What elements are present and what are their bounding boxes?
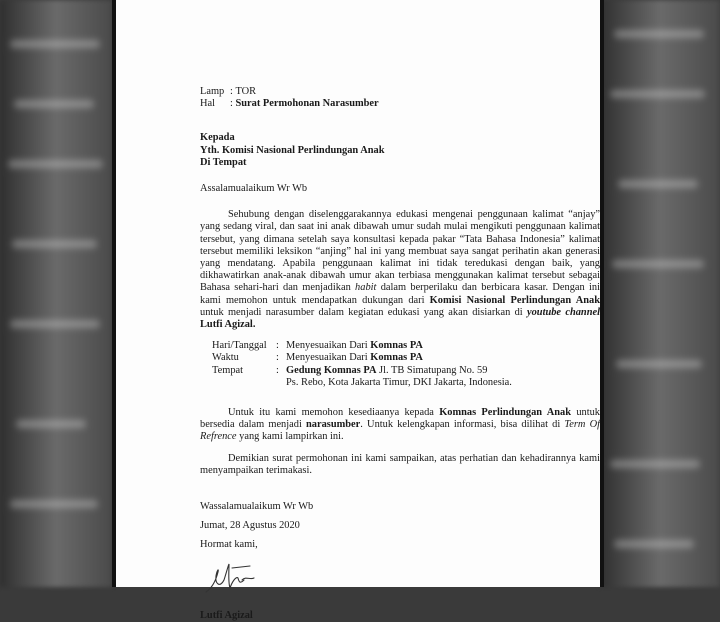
waktu-value: Menyesuaikan Dari Komnas PA (286, 352, 423, 364)
event-details (212, 340, 600, 389)
blur-line (614, 540, 694, 548)
blur-line (10, 40, 100, 48)
closing-wassalam: Wassalamualaikum Wr Wb (200, 501, 314, 513)
signature-image (202, 558, 262, 598)
letter-page (116, 0, 600, 621)
para1-text: untuk menjadi narasumber dalam kegiatan edukasi yang akan disiarkan di (200, 306, 527, 318)
para1-habit: habit (355, 282, 377, 294)
blur-line (610, 460, 700, 468)
detail-tempat: Tempat : Gedung Komnas PA Jl. TB Simatupang No. 59 (212, 364, 488, 376)
lamp-colon: : (230, 86, 236, 97)
blur-line (610, 90, 705, 98)
tempat-address: Ps. Rebo, Kota Jakarta Timur, DKI Jakarta, Indonesia. (286, 376, 512, 388)
detail-waktu: Waktu : Menyesuaikan Dari Komnas PA (212, 352, 423, 364)
closing-date: Jumat, 28 Agustus 2020 (200, 520, 300, 532)
para1-lutfi: Lutfi Agizal. (200, 319, 256, 331)
closing-hormat: Hormat kami, (200, 539, 258, 551)
blur-line (12, 240, 97, 248)
paragraph-2: Untuk itu kami memohon kesediaanya kepada Komnas Perlindungan Anak untuk bersedia dalam menjadi narasumber. Untuk kelengkapan informasi, bisa dilihat di Term Of Refrence yang kami lampirkan ini. (200, 407, 600, 443)
greeting: Assalamualaikum Wr Wb (200, 183, 308, 195)
para1-youtube: youtube channel (526, 306, 600, 318)
blur-line (10, 500, 98, 508)
meta-lamp (200, 86, 600, 98)
recipient-di-tempat: Di Tempat (200, 156, 247, 168)
blur-line (10, 320, 100, 328)
para1-komnas: Komisi Nasional Perlindungan Anak (429, 294, 600, 306)
blur-line (616, 360, 702, 368)
recipient-block (200, 132, 600, 169)
blur-line (8, 160, 103, 168)
lamp-value: TOR (235, 86, 257, 97)
signer-name: Lutfi Agizal (200, 609, 253, 621)
blurred-background-right (600, 0, 720, 587)
letter-content (200, 86, 600, 622)
hal-value: Surat Permohonan Narasumber (235, 98, 379, 110)
blurred-background-left (0, 0, 112, 587)
detail-tempat-line2 (212, 377, 600, 389)
para1-text: dalam berperilaku dan berbicara kasar. Dengan ini kami memohon untuk mendapatkan dukungan dari (200, 282, 600, 306)
hari-value: Menyesuaikan Dari Komnas PA (286, 340, 423, 352)
recipient-yth: Yth. Komisi Nasional Perlindungan Anak (200, 144, 385, 156)
tempat-label: Tempat (212, 364, 244, 376)
hal-colon: : (230, 98, 236, 110)
blur-line (16, 420, 86, 428)
para1-text: Sehubung dengan diselenggarakannya edukasi mengenai penggunaan kalimat “anjay” yang sedang viral, dan saat ini anak dibawah umur sudah mulai mengikuti penggunaan kalimat tersebut, yang dimana setelah saya konsultasi kepada pakar “Tata Bahasa Indonesia” kalimat tersebut memiliki leksikon “anjing” hal ini yang membuat saya sangat perihatin akan generasi yang mendatang. Apabila penggunaan kalimat ini tidak teredukasi dengan baik, yang dikhawatirkan anak-anak dibawah umur akan terbiasa menggunakan kalimat tersebut sebagai Bahasa sehari-hari dan menjadikan (200, 209, 600, 294)
blur-line (618, 180, 698, 188)
tempat-value: Gedung Komnas PA Jl. TB Simatupang No. 59 (286, 364, 488, 376)
meta-hal (200, 98, 600, 110)
blur-line (612, 260, 704, 268)
waktu-label: Waktu (212, 352, 239, 364)
hal-label: Hal (200, 98, 216, 110)
frame-border-right (600, 0, 604, 587)
hari-label: Hari/Tanggal (212, 340, 267, 352)
paragraph-3: Demikian surat permohonan ini kami sampaikan, atas perhatian dan kehadirannya kami menyampaikan terimakasi. (200, 452, 600, 476)
lamp-label: Lamp (200, 86, 225, 97)
blur-line (14, 100, 94, 108)
detail-hari: Hari/Tanggal : Menyesuaikan Dari Komnas PA (212, 340, 423, 352)
recipient-kepada: Kepada (200, 132, 235, 144)
blur-line (614, 30, 704, 38)
paragraph-1 (200, 209, 600, 331)
